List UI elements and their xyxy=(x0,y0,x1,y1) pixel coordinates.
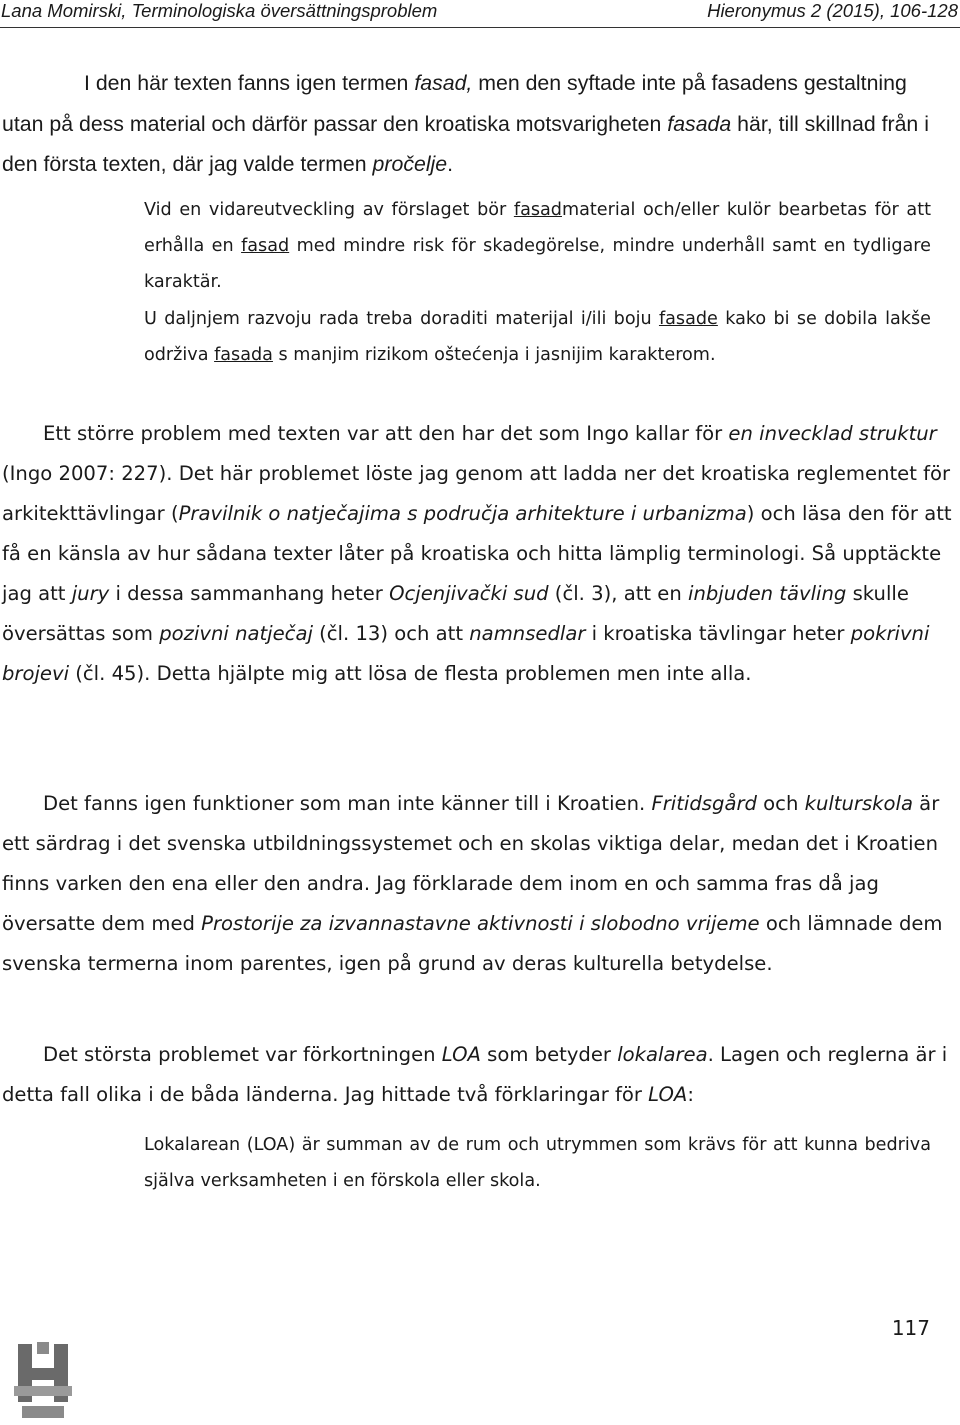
hieronymus-logo-icon xyxy=(12,1340,74,1422)
paragraph-loa: Det största problemet var förkortningen LOA som betyder lokalarea. Lagen och reglerna är i detta fall olika i de båda länderna. Jag hittade två förklaringar för LOA: xyxy=(2,1043,948,1106)
quote-loa: Lokalarean (LOA) är summan av de rum och utrymmen som krävs för att kunna bedriva själva verksamheten i en förskola eller skola. xyxy=(144,1135,931,1191)
page-number: 117 xyxy=(891,1316,930,1340)
paragraph-fasad: I den här texten fanns igen termen fasad, men den syftade inte på fasadens gestaltning utan på dess material och därför passar den kroatiska motsvarigheten fasada här, till skillnad från i den första texten, där jag valde termen pročelje. xyxy=(2,71,929,176)
header-rule xyxy=(0,27,960,28)
header-journal: Hieronymus 2 (2015), 106-128 xyxy=(707,0,958,21)
quote-swedish: Vid en vidareutveckling av förslaget bör fasadmaterial och/eller kulör bearbetas för att erhålla en fasad med mindre risk för skadegörelse, mindre underhåll samt en tydligare karaktär. xyxy=(144,200,931,292)
paragraph-functions: Det fanns igen funktioner som man inte känner till i Kroatien. Fritidsgård och kulturskola är ett särdrag i det svenska utbildningssystemet och en skolas viktiga delar, medan det i Kroatien finns varken den ena eller den andra. Jag förklarade dem inom en och samma fras då jag översatte dem med Prostorije za izvannastavne aktivnosti i slobodno vrijeme och lämnade dem svenska termerna inom parentes, igen på grund av deras kulturella betydelse. xyxy=(2,792,943,975)
quote-croatian: U daljnjem razvoju rada treba doraditi materijal i/ili boju fasade kako bi se dobila lakše održiva fasada s manjim rizikom oštećenja i jasnijim karakterom. xyxy=(144,309,931,365)
running-header xyxy=(0,0,960,24)
paragraph-structure: Ett större problem med texten var att den har det som Ingo kallar för en invecklad struktur (Ingo 2007: 227). Det här problemet löste jag genom att ladda ner det kroatiska reglementet för arkitekttävlingar (Pravilnik o natječajima s područja arhitekture i urbanizma) och läsa den för att få en känsla av hur sådana texter låter på kroatiska och hitta lämplig terminologi. Så upptäckte jag att jury i dessa sammanhang heter Ocjenjivački sud (čl. 3), att en inbjuden tävling skulle översättas som pozivni natječaj (čl. 13) och att namnsedlar i kroatiska tävlingar heter pokrivni brojevi (čl. 45). Detta hjälpte mig att lösa de flesta problemen men inte alla. xyxy=(2,422,952,685)
header-author-title: Lana Momirski, Terminologiska översättningsproblem xyxy=(1,0,438,21)
